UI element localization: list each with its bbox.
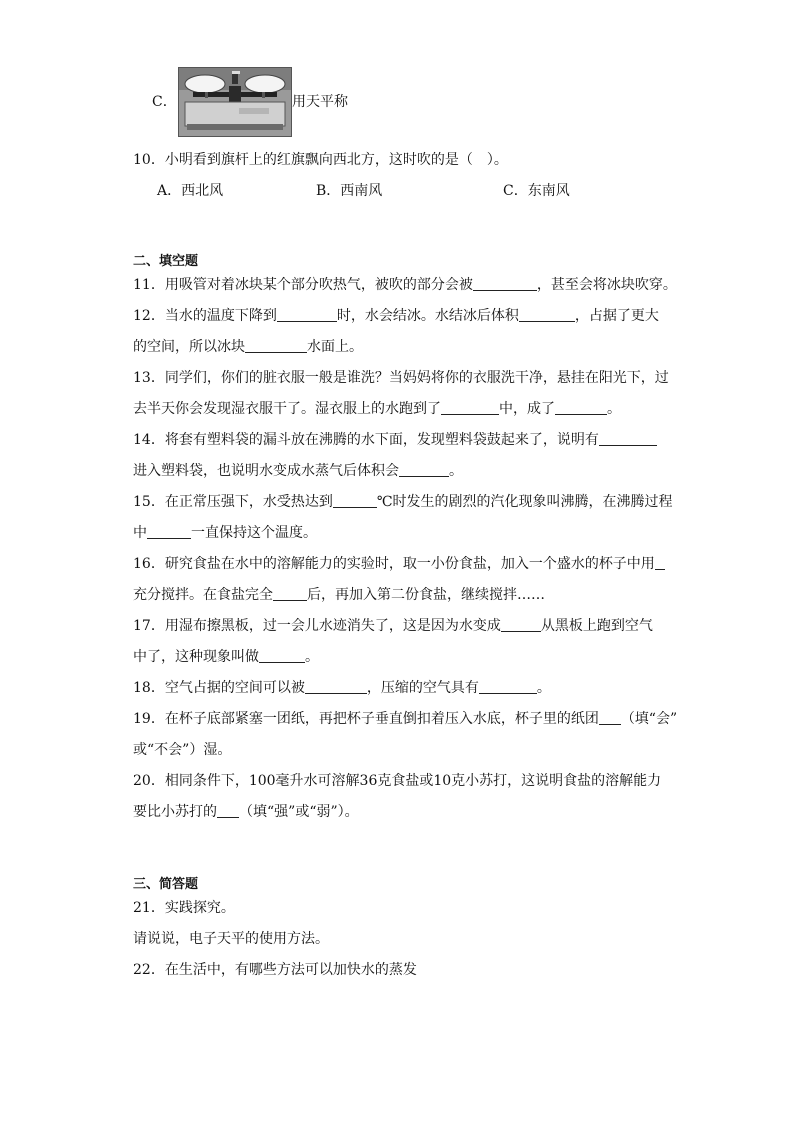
q12-text-line2b: 水面上。 (307, 339, 363, 355)
q17-blank-1 (501, 617, 541, 632)
q16-text-a: 16．研究食盐在水中的溶解能力的实验时，取一小份食盐，加入一个盛水的杯子中用 (133, 556, 655, 572)
q14-line1 (133, 430, 657, 450)
q16-line1 (133, 554, 665, 574)
q14-blank-2 (399, 462, 449, 477)
q10-option-a: A．西北风 (157, 183, 224, 199)
q15-line2 (133, 523, 317, 543)
q15-text-d: 一直保持这个温度。 (191, 525, 317, 541)
q15-blank-2 (147, 524, 191, 539)
q14-text-c: 。 (449, 463, 463, 479)
q16-text-c: 后，再加入第二份食盐，继续搅拌…… (307, 587, 545, 603)
q13-text-c: 。 (607, 401, 621, 417)
section-fill-in-title: 二、填空题 (133, 254, 199, 269)
q20-line2 (133, 802, 359, 822)
q17-blank-2 (259, 648, 305, 663)
q17-text-b: 从黑板上跑到空气 (540, 618, 653, 634)
balance-scale-icon (179, 68, 291, 136)
q16-blank-2 (273, 586, 307, 601)
q19-line1 (133, 709, 677, 729)
q10-option-b: B．西南风 (316, 183, 383, 199)
q18-text-b: ，压缩的空气具有 (366, 680, 479, 696)
q17-line2 (133, 647, 319, 667)
q10-option-c: C．东南风 (503, 183, 570, 199)
q12-line1 (133, 306, 659, 326)
q19-text-b: （填“会” (620, 711, 678, 727)
q17-text-c: 中了，这种现象叫做 (133, 649, 259, 665)
q14-blank-1 (599, 431, 657, 446)
q22-stem: 22．在生活中，有哪些方法可以加快水的蒸发 (133, 962, 417, 978)
q18-blank-1 (305, 679, 367, 694)
q17-text-a: 17．用湿布擦黑板，过一会儿水迹消失了，这是因为水变成 (133, 618, 501, 634)
q13-text-b: 中，成了 (499, 401, 555, 417)
q16-line2 (133, 585, 545, 605)
q18-blank-2 (479, 679, 537, 694)
q16-blank-1 (655, 555, 665, 570)
q15-line1 (133, 492, 673, 512)
q11 (133, 275, 677, 295)
q15-text-c: 中 (133, 525, 147, 541)
q11-text-b: ，甚至会将冰块吹穿。 (536, 277, 677, 293)
q9-option-c-label: C． (152, 94, 177, 110)
q12-text-c: ，占据了更大 (574, 308, 659, 324)
q16-text-b: 充分搅拌。在食盐完全 (133, 587, 273, 603)
q15-text-a: 15．在正常压强下，水受热达到 (133, 494, 333, 510)
q20-blank (217, 803, 239, 818)
q15-blank-1 (333, 493, 377, 508)
q18-text-c: 。 (536, 680, 551, 696)
q12-text-line2a: 的空间，所以冰块 (133, 339, 245, 355)
q12-text-a: 12．当水的温度下降到 (133, 308, 277, 324)
q21-stem: 21．实践探究。 (133, 900, 235, 916)
q19-line2: 或“不会”）湿。 (133, 742, 232, 758)
q14-line2 (133, 461, 463, 481)
q11-text-a: 11．用吸管对着冰块某个部分吹热气，被吹的部分会被 (133, 277, 473, 293)
q20-line1: 20．相同条件下，100毫升水可溶解36克食盐或10克小苏打，这说明食盐的溶解能力 (133, 773, 662, 789)
q19-text-a: 19．在杯子底部紧塞一团纸，再把杯子垂直倒扣着压入水底，杯子里的纸团 (133, 711, 599, 727)
q9-option-c-text: 用天平称 (292, 94, 348, 110)
q18 (133, 678, 551, 698)
q12-line2 (133, 337, 363, 357)
q19-blank (599, 710, 621, 725)
q15-text-b: ℃时发生的剧烈的汽化现象叫沸腾，在沸腾过程 (376, 494, 673, 510)
q13-text-a: 去半天你会发现湿衣服干了。湿衣服上的水跑到了 (133, 401, 441, 417)
q17-line1 (133, 616, 653, 636)
balance-scale-image (178, 67, 292, 137)
q17-text-d: 。 (305, 649, 319, 665)
q21-subquestion: 请说说，电子天平的使用方法。 (133, 931, 329, 947)
q12-text-b: 时，水会结冰。水结冰后体积 (336, 308, 519, 324)
q13-line1: 13．同学们，你们的脏衣服一般是谁洗？当妈妈将你的衣服洗干净，悬挂在阳光下，过 (133, 370, 669, 386)
q13-blank-1 (441, 400, 499, 415)
q13-blank-2 (555, 400, 607, 415)
q10-stem: 10．小明看到旗杆上的红旗飘向西北方，这时吹的是（ ）。 (133, 152, 508, 168)
q20-text-a: 要比小苏打的 (133, 804, 217, 820)
q20-text-b: （填“强”或“弱”）。 (239, 804, 359, 820)
q12-blank-2 (519, 307, 575, 322)
q18-text-a: 18．空气占据的空间可以被 (133, 680, 305, 696)
q14-text-a: 14．将套有塑料袋的漏斗放在沸腾的水下面，发现塑料袋鼓起来了，说明有 (133, 432, 599, 448)
q13-line2 (133, 399, 621, 419)
q11-blank (473, 276, 537, 291)
q14-text-b: 进入塑料袋，也说明水变成水蒸气后体积会 (133, 463, 399, 479)
section-short-answer-title: 三、简答题 (133, 877, 199, 892)
q12-blank-1 (277, 307, 337, 322)
q12-blank-3 (245, 338, 307, 353)
